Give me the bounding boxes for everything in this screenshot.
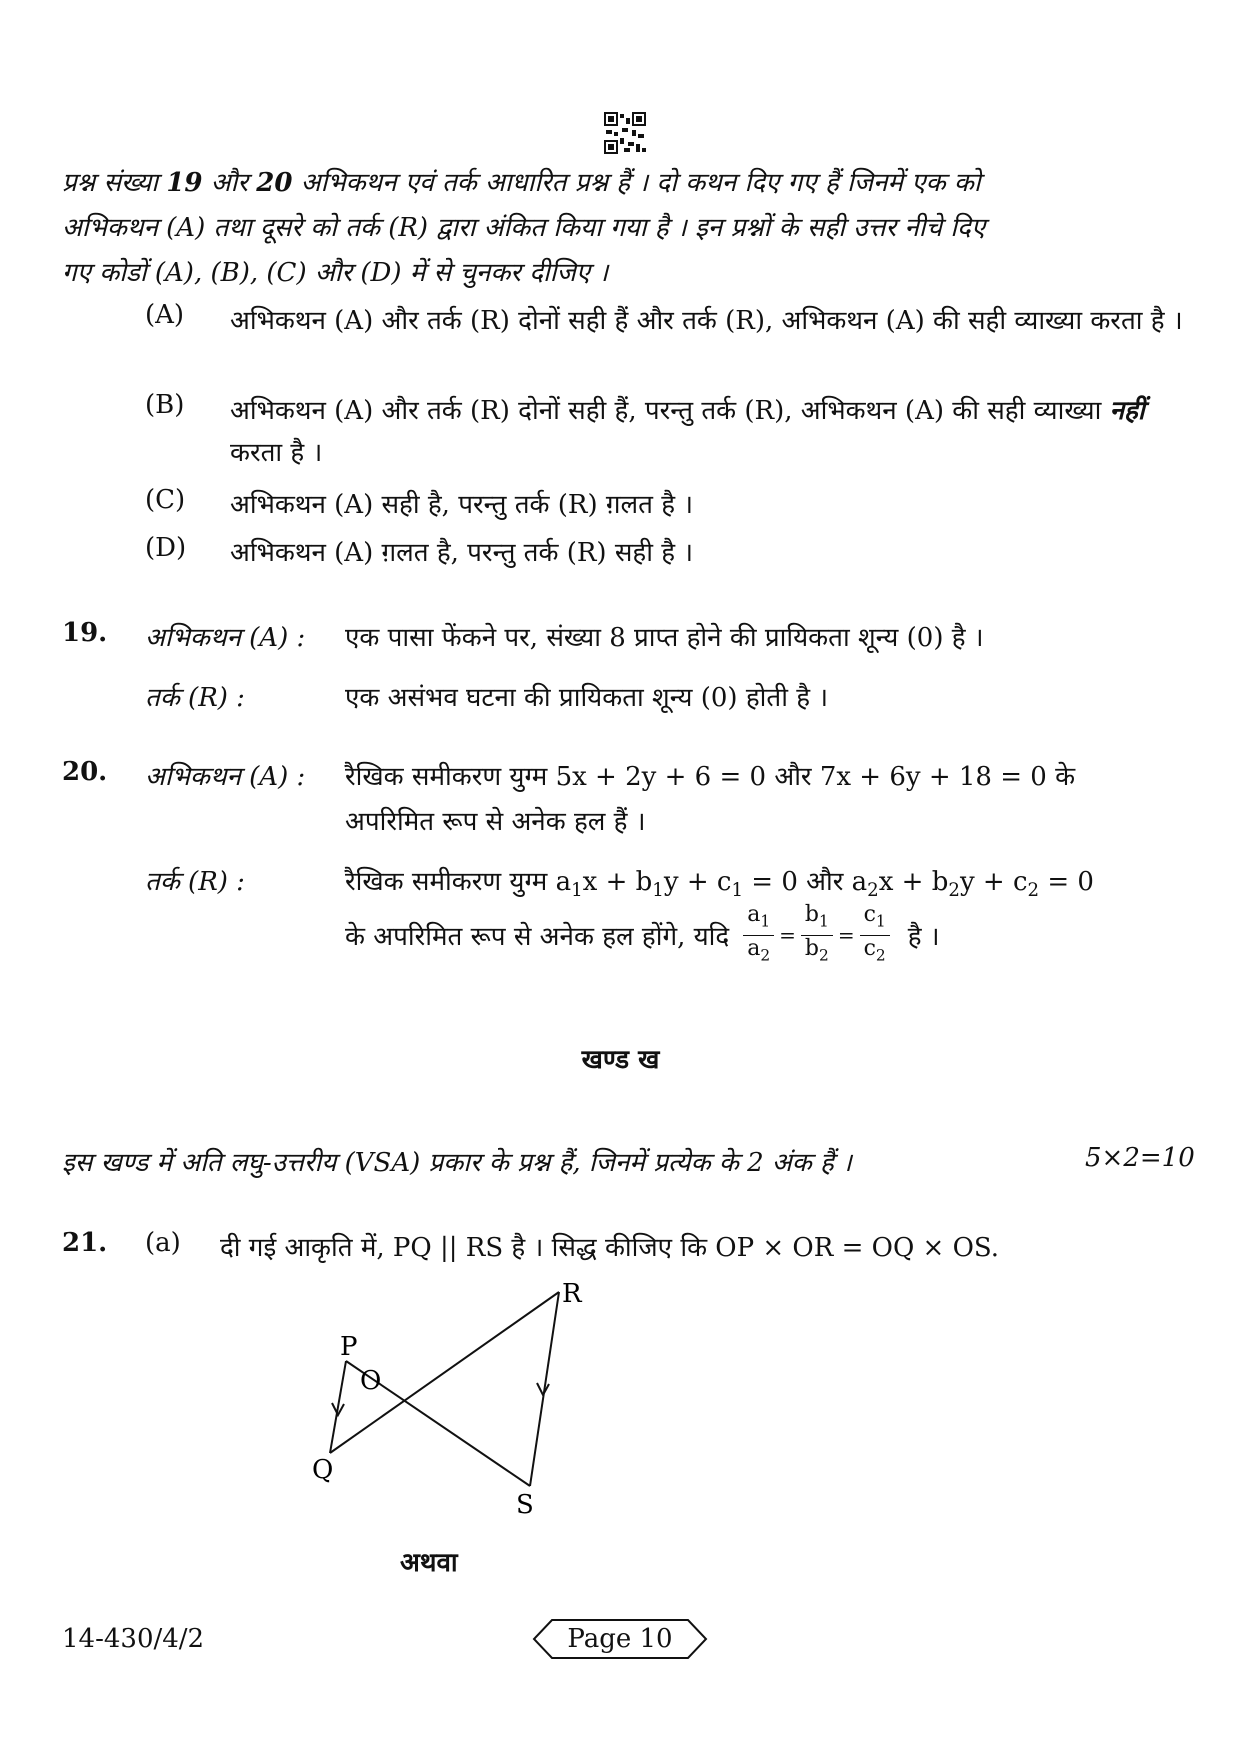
paper-code: 14-430/4/2 [62, 1624, 205, 1654]
instruction-line-3: गए कोडों (A), (B), (C) और (D) में से चुनकर दीजिए । [62, 258, 609, 288]
option-text-a: अभिकथन (A) और तर्क (R) दोनों सही हैं और तर्क (R), अभिकथन (A) की सही व्याख्या करता है । [230, 306, 1183, 336]
q20-assertion-line-2: अपरिमित रूप से अनेक हल हैं । [345, 807, 646, 837]
equation-subscript: 2 [867, 880, 879, 902]
label-q: Q [312, 1455, 334, 1485]
fraction-c [860, 902, 890, 968]
q21-part-label: (a) [145, 1228, 181, 1258]
fraction-denominator: a [747, 935, 761, 961]
instruction-text: और [202, 168, 257, 198]
option-text-b-emphasis: नहीं [1109, 396, 1145, 426]
equation-part: x + b [878, 867, 949, 897]
instruction-text: प्रश्न संख्या [62, 168, 167, 198]
equation-subscript: 1 [731, 880, 744, 902]
option-text-b-part: करता है । [230, 438, 323, 468]
equation-part: y + c [959, 867, 1028, 897]
option-letter-a: (A) [145, 300, 185, 330]
option-letter-d: (D) [145, 533, 187, 563]
question-number-20: 20. [62, 757, 108, 787]
instruction-text: अभिकथन एवं तर्क आधारित प्रश्न हैं । दो कथन दिए गए हैं जिनमें एक को [292, 168, 981, 198]
instruction-q-number: 20 [256, 168, 293, 198]
option-letter-b: (B) [145, 390, 185, 420]
q20-assertion-line-1: रैखिक समीकरण युग्म 5x + 2y + 6 = 0 और 7x + 6y + 18 = 0 के [345, 762, 1076, 792]
fraction-a [743, 902, 774, 968]
equation-part: = 0 [1039, 867, 1094, 897]
fraction-subscript: 1 [819, 912, 829, 931]
equals-sign: = [779, 923, 796, 947]
fraction-numerator: b [804, 902, 820, 928]
equation-subscript: 1 [571, 880, 583, 902]
fraction-subscript: 1 [760, 912, 771, 931]
instruction-line-2: अभिकथन (A) तथा दूसरे को तर्क (R) द्वारा अंकित किया गया है । इन प्रश्नों के सही उत्तर नीचे दिए [62, 213, 986, 243]
equation-part: रैखिक समीकरण युग्म a [345, 867, 572, 897]
label-o: O [360, 1366, 382, 1396]
segment-pq [330, 1361, 346, 1453]
q20-reason-line-2-end: है । [907, 922, 940, 952]
q20-reason-line-2-text: के अपरिमित रूप से अनेक हल होंगे, यदि [345, 922, 730, 952]
fraction-subscript: 1 [875, 912, 886, 931]
label-p: P [340, 1332, 358, 1362]
section-title: खण्ड ख [581, 1045, 660, 1075]
segment-rs [530, 1292, 559, 1486]
instruction-line-1 [62, 163, 981, 199]
option-text-c: अभिकथन (A) सही है, परन्तु तर्क (R) ग़लत है । [230, 490, 694, 520]
fraction-subscript: 2 [875, 945, 886, 964]
equation-subscript: 2 [948, 880, 960, 902]
question-number-19: 19. [62, 618, 108, 648]
label-r: R [562, 1279, 582, 1309]
or-label: अथवा [400, 1548, 458, 1578]
instruction-q-number: 19 [166, 168, 203, 198]
triangle-figure [300, 1270, 620, 1520]
fraction-denominator: c [863, 935, 876, 961]
equation-subscript: 2 [1027, 880, 1040, 902]
equation-subscript: 1 [652, 880, 664, 902]
fraction-subscript: 2 [819, 945, 829, 964]
fraction-denominator: b [804, 935, 820, 961]
equation-part: x + b [582, 867, 653, 897]
q19-assertion-text: एक पासा फेंकने पर, संख्या 8 प्राप्त होने की प्रायिकता शून्य (0) है । [345, 623, 984, 653]
page-number: Page 10 [567, 1624, 673, 1654]
equation-part: = 0 और a [743, 867, 868, 897]
option-text-d: अभिकथन (A) ग़लत है, परन्तु तर्क (R) सही है । [230, 538, 694, 568]
q20-reason-line-1 [345, 862, 1094, 901]
question-number-21: 21. [62, 1228, 108, 1258]
option-letter-c: (C) [145, 485, 186, 515]
section-marks: 5×2=10 [1085, 1143, 1195, 1173]
qr-code-icon [604, 112, 646, 154]
q19-assertion-label: अभिकथन (A) : [145, 623, 306, 653]
option-text-b [230, 390, 1190, 474]
q21-text: दी गई आकृति में, PQ || RS है । सिद्ध कीजिए कि OP × OR = OQ × OS. [220, 1233, 1000, 1263]
q20-reason-label: तर्क (R) : [145, 867, 245, 897]
fraction-b [801, 902, 833, 968]
option-text-b-part: अभिकथन (A) और तर्क (R) दोनों सही हैं, परन्तु तर्क (R), अभिकथन (A) की सही व्याख्या [230, 396, 1110, 426]
arrow-rs-icon [537, 1383, 549, 1395]
fraction-numerator: c [863, 902, 876, 928]
q20-reason-line-2 [345, 900, 940, 970]
label-s: S [516, 1490, 534, 1520]
section-instruction: इस खण्ड में अति लघु-उत्तरीय (VSA) प्रकार के प्रश्न हैं, जिनमें प्रत्येक के 2 अंक हैं । [62, 1148, 852, 1178]
fraction-subscript: 2 [760, 945, 771, 964]
q19-reason-label: तर्क (R) : [145, 683, 245, 713]
fraction-numerator: a [747, 902, 761, 928]
q20-assertion-label: अभिकथन (A) : [145, 762, 306, 792]
equals-sign: = [837, 923, 855, 947]
equation-part: y + c [663, 867, 732, 897]
q19-reason-text: एक असंभव घटना की प्रायिकता शून्य (0) होती है । [345, 683, 829, 713]
